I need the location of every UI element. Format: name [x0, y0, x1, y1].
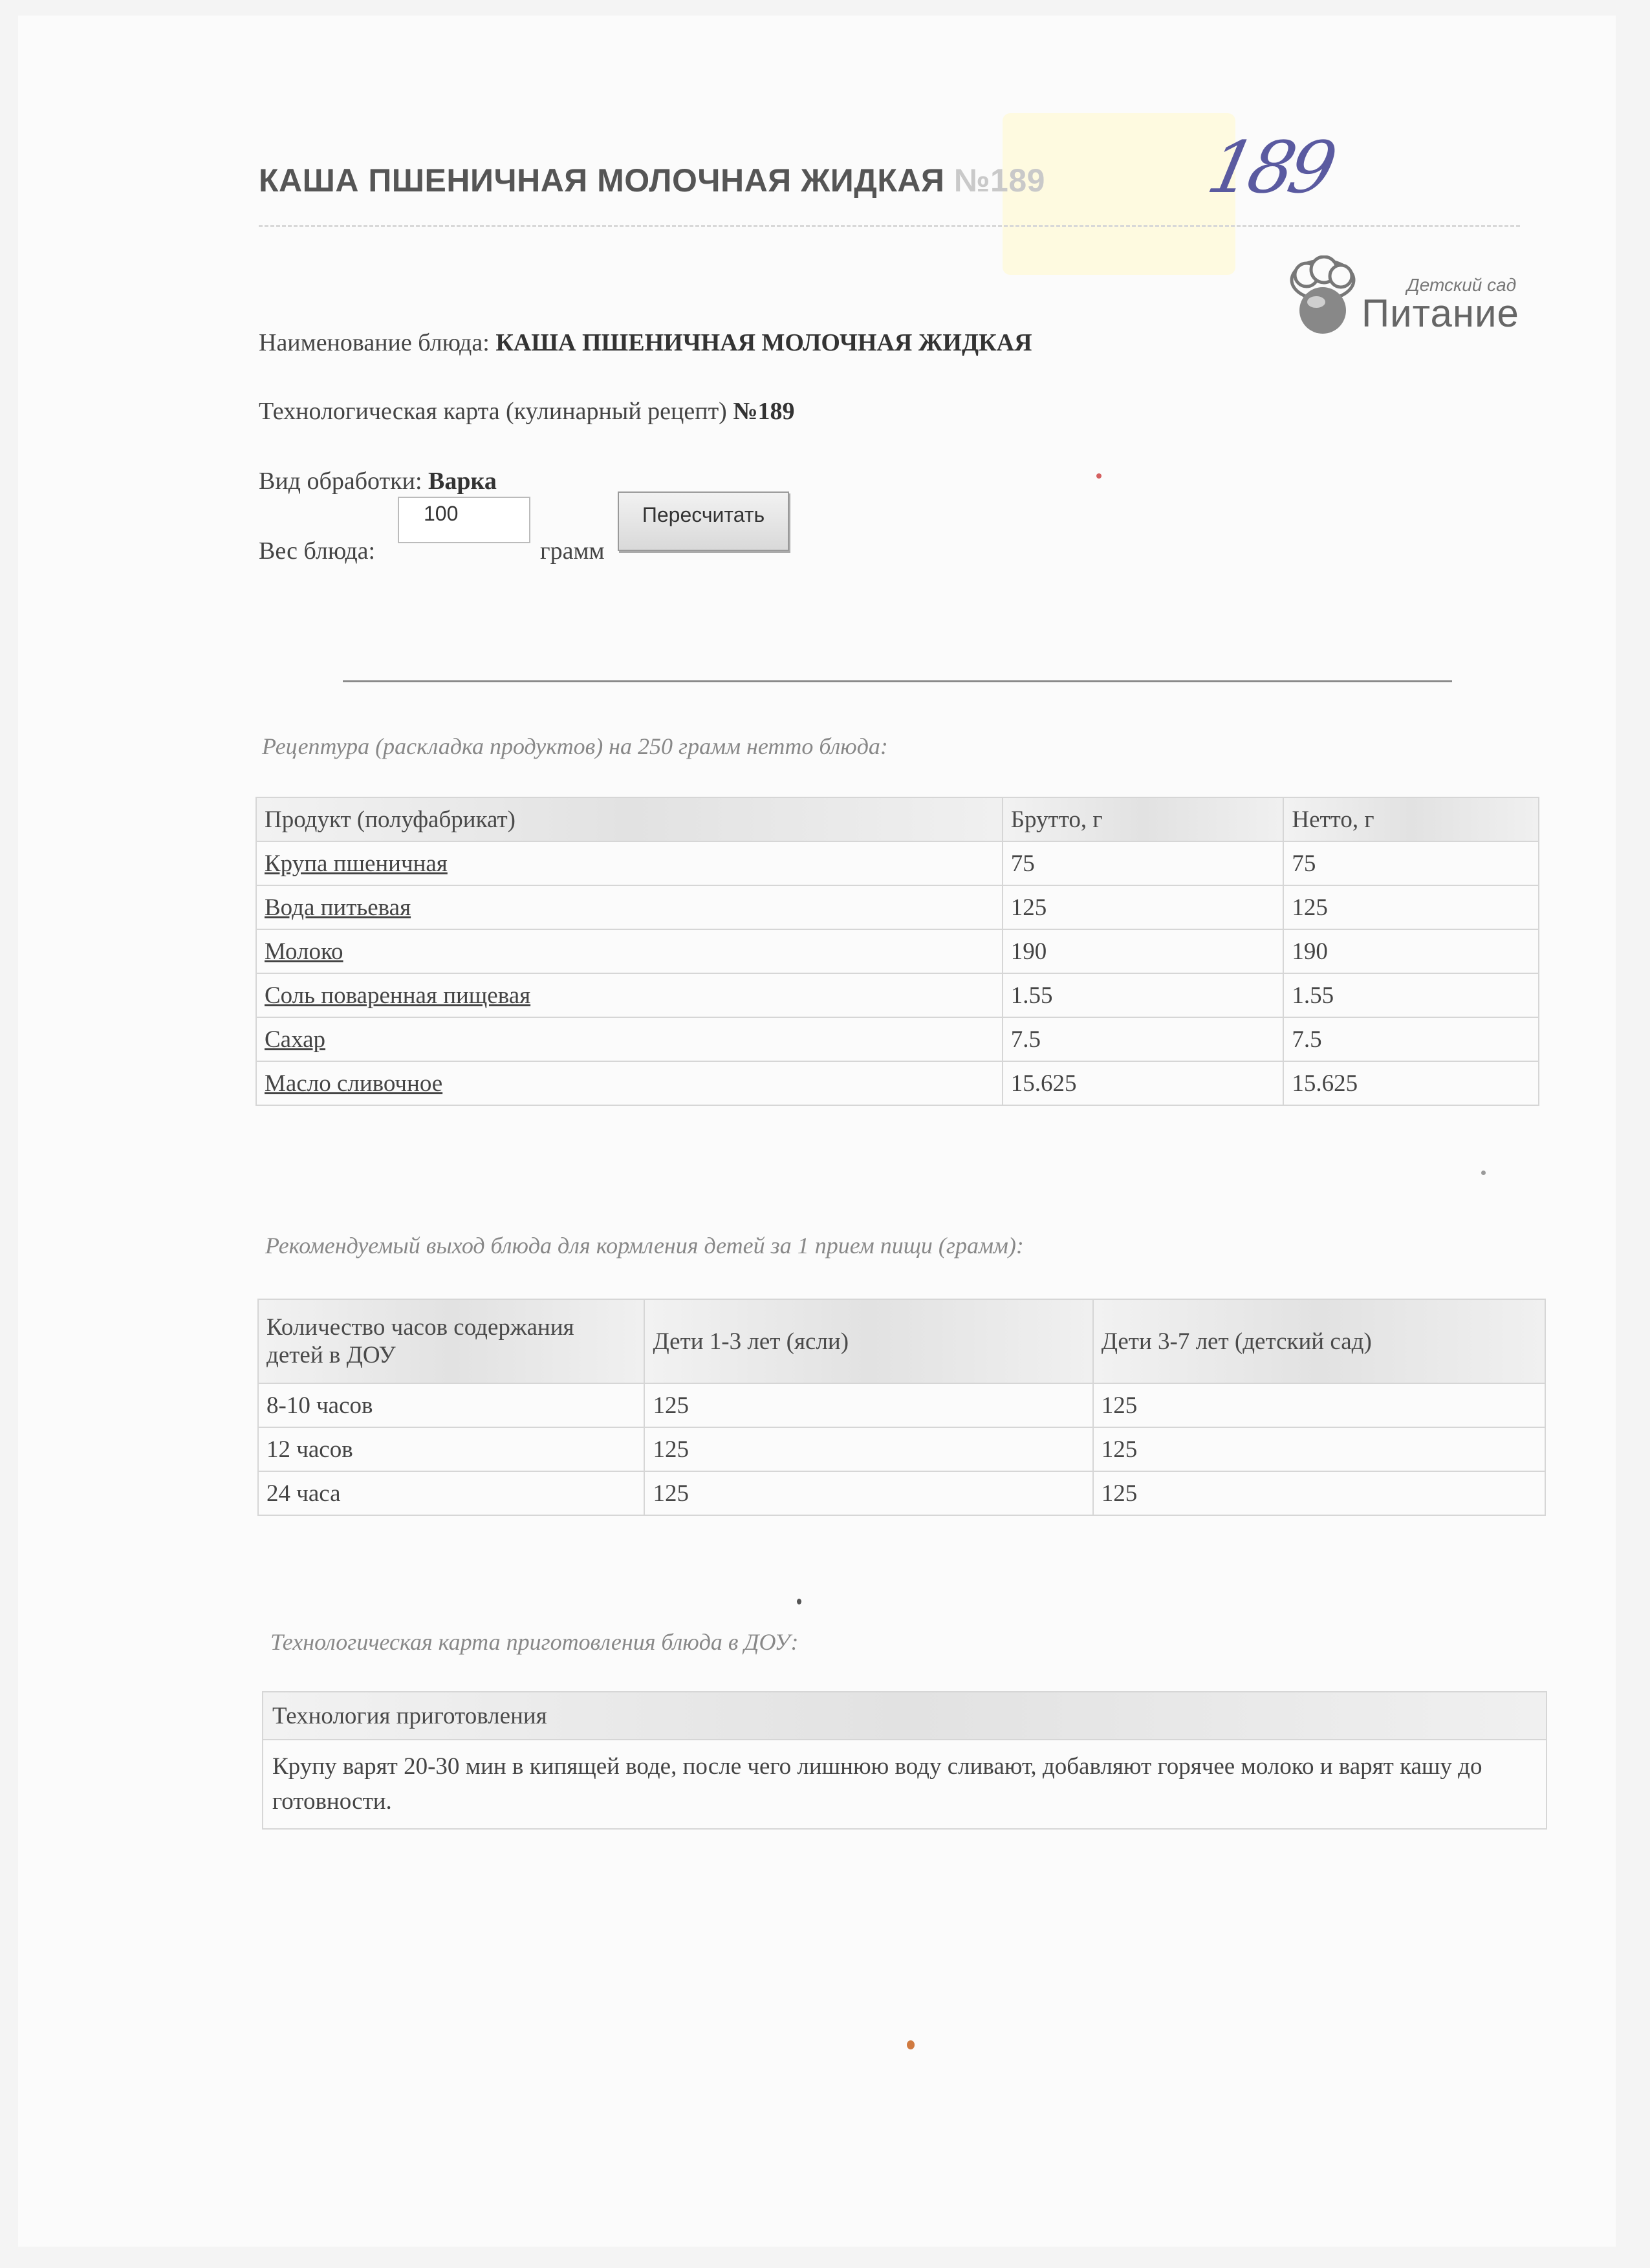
logo — [1284, 255, 1530, 340]
table-row — [256, 1017, 1539, 1061]
tech-card-line — [259, 397, 795, 426]
table-cell: 75 — [1003, 841, 1284, 885]
product-link[interactable]: Вода питьевая — [265, 894, 411, 921]
product-link[interactable]: Масло сливочное — [265, 1070, 443, 1097]
title-row — [259, 162, 1520, 227]
table-row — [258, 1427, 1545, 1471]
product-link[interactable]: Соль поваренная пищевая — [265, 982, 531, 1009]
table-row — [263, 1740, 1547, 1829]
logo-small-text: Детский сад — [1407, 275, 1517, 295]
table-cell: 12 часов — [258, 1427, 644, 1471]
table-row — [256, 885, 1539, 929]
product-link[interactable]: Сахар — [265, 1026, 326, 1053]
speck — [907, 2040, 915, 2049]
yield-table — [257, 1299, 1546, 1516]
product-link[interactable]: Молоко — [265, 938, 343, 965]
table-cell: 125 — [644, 1427, 1092, 1471]
table-cell: 125 — [1093, 1427, 1545, 1471]
table-cell: 125 — [644, 1471, 1092, 1515]
column-header: Нетто, г — [1283, 797, 1539, 841]
table-row — [258, 1471, 1545, 1515]
table-header-row — [256, 797, 1539, 841]
recalculate-button[interactable]: Пересчитать — [618, 491, 789, 551]
recipe-title: Рецептура (раскладка продуктов) на 250 грамм нетто блюда: — [262, 733, 888, 759]
weight-input[interactable]: 100 — [398, 497, 530, 543]
divider — [343, 680, 1452, 682]
product-link[interactable]: Крупа пшеничная — [265, 850, 448, 877]
table-row — [258, 1383, 1545, 1427]
technology-text: Крупу варят 20-30 мин в кипящей воде, после чего лишнюю воду сливают, добавляют горячее молоко и варят кашу до готовности. — [263, 1740, 1547, 1829]
table-row — [256, 973, 1539, 1017]
weight-label: Вес блюда: — [259, 537, 376, 565]
table-row — [256, 841, 1539, 885]
table-cell: 190 — [1283, 929, 1539, 973]
weight-unit: грамм — [540, 537, 605, 565]
processing-value: Варка — [428, 468, 497, 495]
table-row — [256, 929, 1539, 973]
table-cell: 8-10 часов — [258, 1383, 644, 1427]
column-header: Брутто, г — [1003, 797, 1284, 841]
processing-label: Вид обработки: — [259, 468, 422, 495]
tech-card-value: №189 — [733, 398, 795, 425]
table-cell: 1.55 — [1003, 973, 1284, 1017]
dish-name-label: Наименование блюда: — [259, 329, 490, 356]
handwritten-number: 189 — [1200, 126, 1339, 209]
tech-card-label: Технологическая карта (кулинарный рецепт) — [259, 398, 727, 425]
technology-title: Технологическая карта приготовления блюда в ДОУ: — [270, 1629, 799, 1655]
table-header-row — [258, 1299, 1545, 1383]
table-cell: 75 — [1283, 841, 1539, 885]
table-cell: 15.625 — [1003, 1061, 1284, 1105]
technology-table — [262, 1691, 1547, 1830]
speck — [1096, 473, 1102, 479]
column-header: Дети 3-7 лет (детский сад) — [1093, 1299, 1545, 1383]
page-title-ghost: №189 — [953, 162, 1045, 199]
column-header: Технология приготовления — [263, 1692, 1547, 1740]
chef-hat-icon — [1284, 255, 1368, 340]
table-cell: 125 — [1283, 885, 1539, 929]
column-header: Продукт (полуфабрикат) — [256, 797, 1003, 841]
speck — [1481, 1171, 1486, 1175]
column-header: Дети 1-3 лет (ясли) — [644, 1299, 1092, 1383]
column-header: Количество часов содержания детей в ДОУ — [258, 1299, 644, 1383]
table-cell: 1.55 — [1283, 973, 1539, 1017]
table-cell: 125 — [1003, 885, 1284, 929]
logo-big-text: Питание — [1362, 292, 1519, 335]
page-title — [259, 162, 1520, 199]
page-title-text: КАША ПШЕНИЧНАЯ МОЛОЧНАЯ ЖИДКАЯ — [259, 162, 945, 199]
yield-title: Рекомендуемый выход блюда для кормления детей за 1 прием пищи (грамм): — [265, 1233, 1024, 1258]
table-cell: 7.5 — [1283, 1017, 1539, 1061]
weight-row — [259, 502, 765, 565]
table-cell: 15.625 — [1283, 1061, 1539, 1105]
table-cell: 125 — [644, 1383, 1092, 1427]
table-cell: 24 часа — [258, 1471, 644, 1515]
table-cell: 7.5 — [1003, 1017, 1284, 1061]
table-row — [256, 1061, 1539, 1105]
table-cell: 125 — [1093, 1383, 1545, 1427]
speck — [797, 1599, 801, 1604]
dish-name-value: КАША ПШЕНИЧНАЯ МОЛОЧНАЯ ЖИДКАЯ — [495, 329, 1032, 356]
table-header-row — [263, 1692, 1547, 1740]
processing-line — [259, 467, 497, 495]
dish-name-line — [259, 329, 1032, 357]
table-cell: 125 — [1093, 1471, 1545, 1515]
table-cell: 190 — [1003, 929, 1284, 973]
recipe-table — [255, 797, 1539, 1106]
